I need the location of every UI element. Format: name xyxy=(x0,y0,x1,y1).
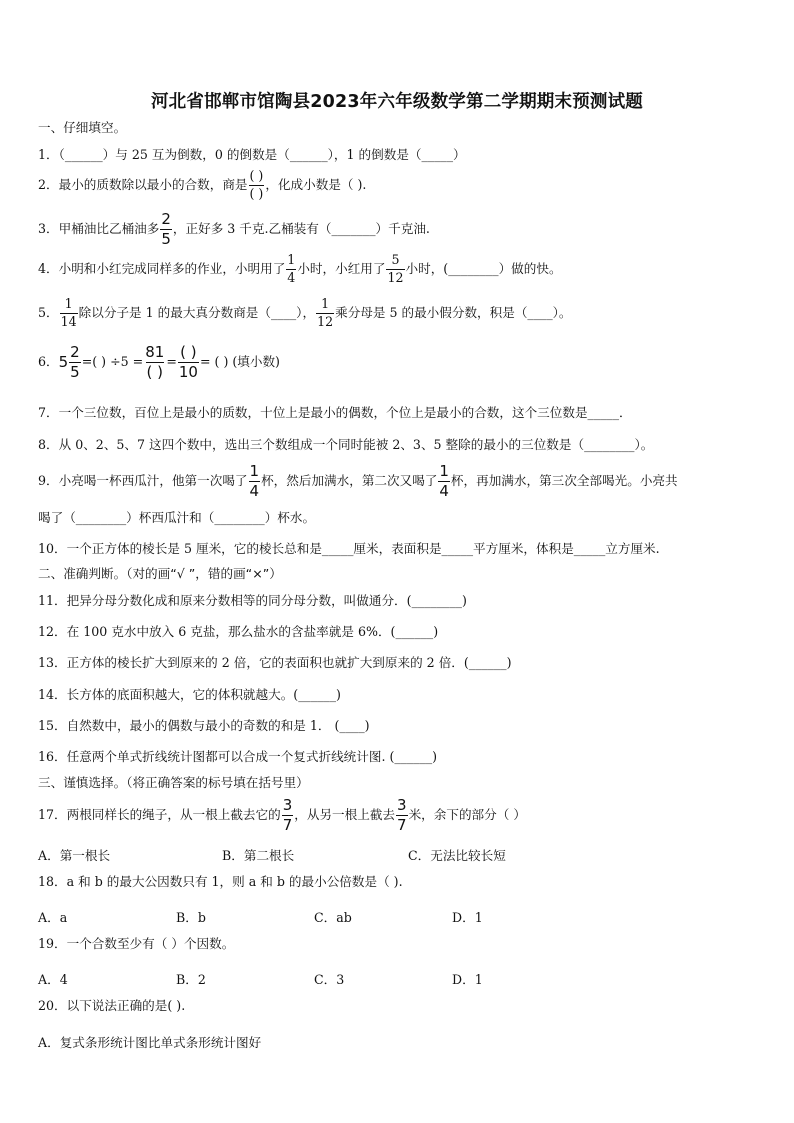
fraction: $\frac{1}{14}$ xyxy=(60,296,77,329)
q19-option-d: D．1 xyxy=(452,972,483,987)
fraction: $\frac{3}{7}$ xyxy=(397,796,407,834)
fraction: $\frac{2}{5}$ xyxy=(70,343,80,381)
q18-option-a: A．a xyxy=(38,910,68,925)
q18-option-c: C．ab xyxy=(314,910,352,925)
question-19: 19．一个合数至少有（ ）个因数。 xyxy=(38,936,235,951)
section-heading-2: 二、准确判断。（对的画“√ ”，错的画“×”） xyxy=(38,566,282,581)
fraction: $\frac{1}{12}$ xyxy=(317,296,334,329)
page-title: 河北省邯郸市馆陶县2023年六年级数学第二学期期末预测试题 xyxy=(150,92,643,112)
question-14: 14．长方体的底面积越大，它的体积就越大。(______) xyxy=(38,687,341,702)
question-17: 17．两根同样长的绳子，从一根上截去它的 $\frac{3}{7}$ ，从另一根上截去 $\frac{3}{7}$ 米，余下的部分（ ） xyxy=(38,796,526,834)
fraction: $\frac{( )}{( )}$ xyxy=(249,168,264,201)
fraction: $\frac{2}{5}$ xyxy=(161,210,171,248)
section-heading-3: 三、谨慎选择。（将正确答案的标号填在括号里） xyxy=(38,775,309,790)
fraction: $\frac{( )}{10}$ xyxy=(178,343,198,381)
question-15: 15．自然数中，最小的偶数与最小的奇数的和是 1． (____) xyxy=(38,718,370,733)
question-12: 12．在 100 克水中放入 6 克盐，那么盐水的含盐率就是 6%．(______) xyxy=(38,624,439,639)
question-9: 9．小亮喝一杯西瓜汁，他第一次喝了 $\frac{1}{4}$ 杯，然后加满水，第二次又喝了 $\frac{1}{4}$ 杯，再加满水，第三次全部喝光。小亮共 xyxy=(38,462,678,500)
q19-option-c: C．3 xyxy=(314,972,345,987)
question-9-line-2: 喝了（________）杯西瓜汁和（________）杯水。 xyxy=(38,510,316,525)
q19-option-a: A．4 xyxy=(38,972,68,987)
fraction: $\frac{1}{4}$ xyxy=(287,252,296,285)
fraction: $\frac{5}{12}$ xyxy=(387,252,404,285)
question-8: 8．从 0、2、5、7 这四个数中，选出三个数组成一个同时能被 2、3、5 整除的最小的三位数是（________）。 xyxy=(38,437,654,452)
fraction: $\frac{1}{4}$ xyxy=(249,462,260,500)
question-3: 3．甲桶油比乙桶油多 $\frac{2}{5}$ ，正好多 3 千克.乙桶装有（_______）千克油. xyxy=(38,210,430,248)
fraction: $\frac{1}{4}$ xyxy=(439,462,449,500)
question-20: 20．以下说法正确的是( ). xyxy=(38,998,186,1013)
question-10: 10．一个正方体的棱长是 5 厘米，它的棱长总和是_____厘米，表面积是_____平方厘米，体积是_____立方厘米. xyxy=(38,541,660,556)
question-13: 13．正方体的棱长扩大到原来的 2 倍，它的表面积也就扩大到原来的 2 倍．(______) xyxy=(38,655,512,670)
q17-option-b: B．第二根长 xyxy=(222,848,295,863)
question-11: 11．把异分母分数化成和原来分数相等的同分母分数，叫做通分．(________) xyxy=(38,593,467,608)
question-5: 5． $\frac{1}{14}$ 除以分子是 1 的最大真分数商是（____）， $\frac{1}{12}$ 乘分母是 5 的最小假分数，积是（____）。 xyxy=(38,296,572,329)
question-18: 18．a 和 b 的最大公因数只有 1，则 a 和 b 的最小公倍数是（ ). xyxy=(38,874,403,889)
question-2: 2．最小的质数除以最小的合数，商是 $\frac{( )}{( )}$ ，化成小数是（ ). xyxy=(38,168,367,201)
q18-option-b: B．b xyxy=(176,910,206,925)
fraction: $\frac{81}{( )}$ xyxy=(145,343,165,381)
q18-option-d: D．1 xyxy=(452,910,483,925)
section-heading-1: 一、仔细填空。 xyxy=(38,120,127,135)
q20-option-a: A．复式条形统计图比单式条形统计图好 xyxy=(38,1035,262,1050)
q19-option-b: B．2 xyxy=(176,972,206,987)
q17-option-c: C．无法比较长短 xyxy=(408,848,506,863)
question-1: 1．（______）与 25 互为倒数，0 的倒数是（______），1 的倒数是（_____） xyxy=(38,147,466,162)
question-6: 6．5 $\frac{2}{5}$ =( ) ÷5 = $\frac{81}{( )}$ = $\frac{( )}{10}$ = ( ) (填小数) xyxy=(38,343,280,381)
question-7: 7．一个三位数，百位上是最小的质数，十位上是最小的偶数，个位上是最小的合数，这个三位数是_____． xyxy=(38,405,632,420)
question-16: 16．任意两个单式折线统计图都可以合成一个复式折线统计图. (______) xyxy=(38,749,438,764)
q17-option-a: A．第一根长 xyxy=(38,848,111,863)
fraction: $\frac{3}{7}$ xyxy=(282,796,293,834)
question-4: 4．小明和小红完成同样多的作业，小明用了 $\frac{1}{4}$ 小时，小红用了 $\frac{5}{12}$ 小时，(________）做的快。 xyxy=(38,252,562,285)
